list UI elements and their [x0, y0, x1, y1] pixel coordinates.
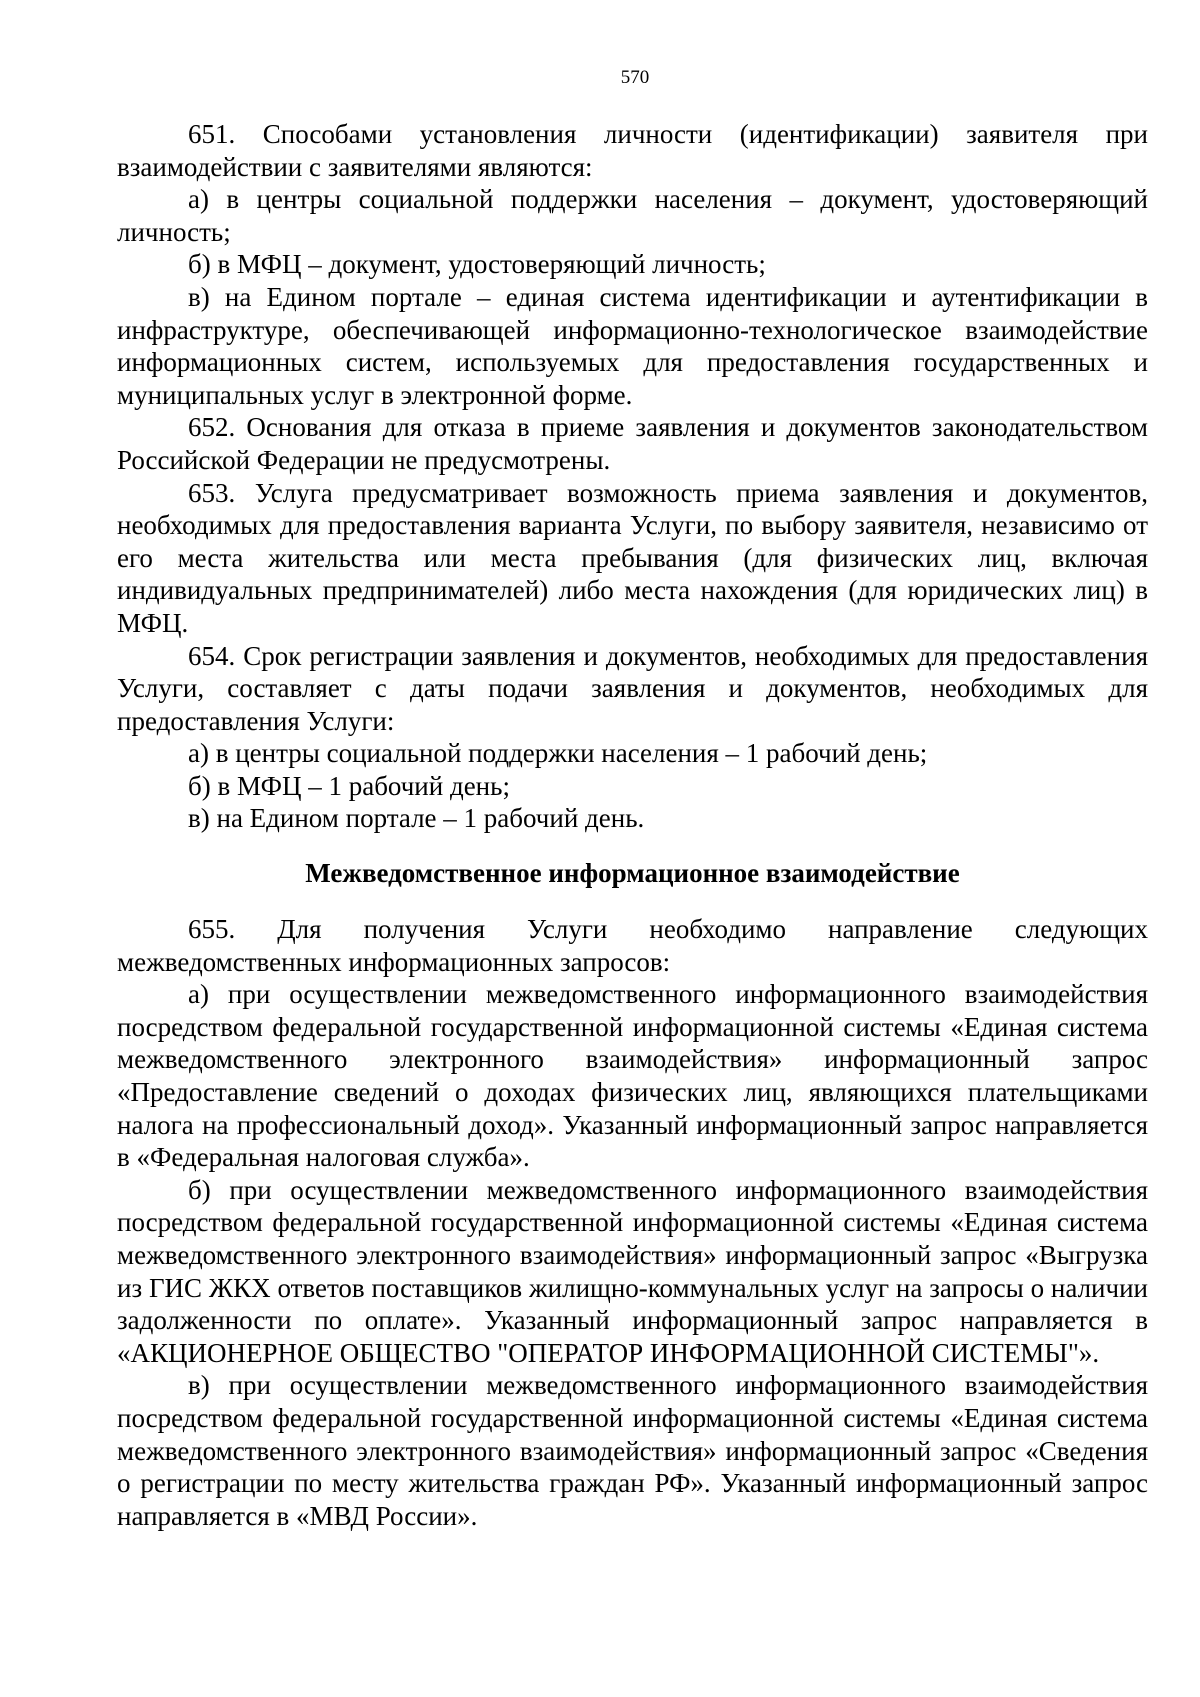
paragraph-651-item-b: б) в МФЦ – документ, удостоверяющий личность;	[188, 249, 766, 280]
paragraph-655-item-a: а) при осуществлении межведомственного информационного взаимодействия посредством федеральной государственной информационной системы «Единая система межведомственного электронного взаимодействия» информационный запрос «Предоставление сведений о доходах физических лиц, являющихся плательщиками налога на профессиональный доход». Указанный информационный запрос направляется в «Федеральная налоговая служба».	[117, 979, 1148, 1173]
paragraph-651: 651. Способами установления личности (идентификации) заявителя при взаимодействии с заявителями являются:	[117, 119, 1148, 182]
page-number: 570	[620, 67, 650, 88]
paragraph-651-item-v: в) на Едином портале – единая система идентификации и аутентификации в инфраструктуре, обеспечивающей информационно-технологическое взаимодействие информационных систем, используемых для предоставления государственных и муниципальных услуг в электронной форме.	[117, 281, 1148, 410]
paragraph-654-item-a: а) в центры социальной поддержки населения – 1 рабочий день;	[188, 738, 928, 769]
paragraph-654: 654. Срок регистрации заявления и документов, необходимых для предоставления Услуги, составляет с даты подачи заявления и документов, необходимых для предоставления Услуги:	[117, 640, 1148, 736]
paragraph-651-item-a: а) в центры социальной поддержки населения – документ, удостоверяющий личность;	[117, 184, 1148, 247]
document-body	[117, 118, 1148, 1532]
paragraph-655-item-b: б) при осуществлении межведомственного информационного взаимодействия посредством федеральной государственной информационной системы «Единая система межведомственного электронного взаимодействия» информационный запрос «Выгрузка из ГИС ЖКХ ответов поставщиков жилищно-коммунальных услуг на запросы о наличии задолженности по оплате». Указанный информационный запрос направляется в «АКЦИОНЕРНОЕ ОБЩЕСТВО "ОПЕРАТОР ИНФОРМАЦИОННОЙ СИСТЕМЫ"».	[117, 1174, 1148, 1368]
paragraph-653: 653. Услуга предусматривает возможность приема заявления и документов, необходимых для предоставления варианта Услуги, по выбору заявителя, независимо от его места жительства или места пребывания (для физических лиц, включая индивидуальных предпринимателей) либо места нахождения (для юридических лиц) в МФЦ.	[117, 477, 1148, 638]
section-heading: Межведомственное информационное взаимодействие	[305, 858, 960, 889]
paragraph-655: 655. Для получения Услуги необходимо направление следующих межведомственных информационных запросов:	[117, 914, 1148, 977]
paragraph-652: 652. Основания для отказа в приеме заявления и документов законодательством Российской Федерации не предусмотрены.	[117, 412, 1148, 475]
paragraph-654-item-b: б) в МФЦ – 1 рабочий день;	[188, 770, 510, 801]
paragraph-655-item-v: в) при осуществлении межведомственного информационного взаимодействия посредством федеральной государственной информационной системы «Единая система межведомственного электронного взаимодействия» информационный запрос «Сведения о регистрации по месту жительства граждан РФ». Указанный информационный запрос направляется в «МВД России».	[117, 1370, 1148, 1531]
paragraph-654-item-v: в) на Едином портале – 1 рабочий день.	[188, 803, 645, 834]
